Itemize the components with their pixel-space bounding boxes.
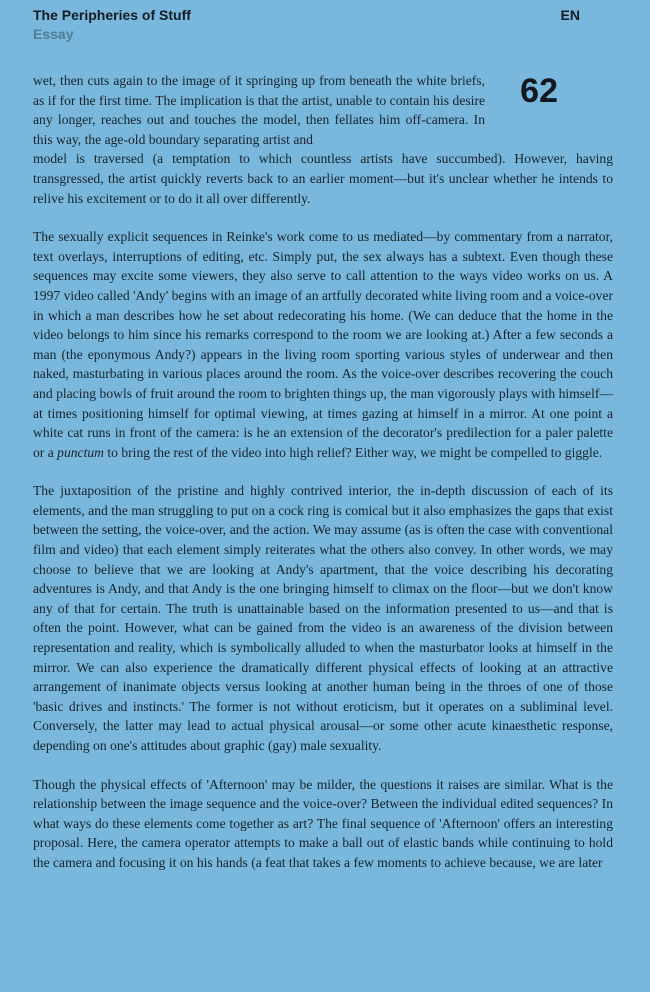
language-label: EN — [560, 7, 580, 23]
article-body — [33, 71, 613, 892]
page-number: 62 — [520, 72, 558, 110]
header-section: Essay — [33, 26, 74, 42]
paragraph-1-continued: model is traversed (a temptation to which countless artists have succumbed). However, having transgressed, the artist quickly reverts back to an earlier moment—but it's unclear whether he intends to relive his excitement or to do it all over differently. — [33, 151, 613, 206]
paragraph-1: wet, then cuts again to the image of it springing up from beneath the white briefs, as if for the first time. The implication is that the artist, unable to contain his desire any longer, reaches out and touches the model, then fellates him off-camera. In this way, the age-old boundary separating artist and — [33, 73, 485, 147]
paragraph-4: Though the physical effects of 'Afternoon' may be milder, the questions it raises are similar. What is the relationship between the image sequence and the voice-over? Between the individual edited sequences? In what ways do these elements come together as art? The final sequence of 'Afternoon' offers an interesting proposal. Here, the camera operator attempts to make a ball out of elastic bands while continuing to hold the camera and focusing it on his hands (a feat that takes a few moments to achieve because, we are later — [33, 776, 613, 870]
paragraph-3: The juxtaposition of the pristine and highly contrived interior, the in-depth discussion of each of its elements, and the man struggling to put on a cock ring is comical but it also emphasizes the gaps that exist between the setting, the voice-over, and the action. We may assume (as is often the case with conventional film and video) that each element simply reiterates what the others also convey. In other words, we may choose to believe that we are looking at Andy's apartment, that the voice describing his decorating adventures is Andy, and that Andy is the one bringing himself to climax on the floor—but we don't know any of that for certain. The truth is unattainable based on the information presented to us—and that is often the point. However, what can be gained from the video is an awareness of the division between representation and reality, which is symbolically alluded to when the masturbator looks at himself in the mirror. We can also experience the dramatically different physical effects of looking at an attractive arrangement of inanimate objects versus looking at another human being in the throes of one of those 'basic drives and instincts.' The former is not without eroticism, but it operates on a subliminal level. Conversely, the latter may lead to actual physical arousal—or some other acute kinaesthetic response, depending on one's attitudes about graphic (gay) male sexuality. — [33, 483, 613, 753]
paragraph-2-tail: to bring the rest of the video into high relief? Either way, we might be compelled to giggle. — [103, 444, 603, 460]
emphasis-punctum: punctum — [57, 444, 104, 460]
paragraph-2-text: The sexually explicit sequences in Reinke's work come to us mediated—by commentary from a narrator, text overlays, interruptions of editing, etc. Simply put, the sex always has a subtext. Even though these sequences may excite some viewers, they also serve to call attention to the ways video works on us. A 1997 video called 'Andy' begins with an image of an artfully decorated white living room and a voice-over in which a man describes how he set about redecorating his home. (We can deduce that the home in the video belongs to him since his remarks correspond to the room we are looking at.) After a few seconds a man (the eponymous Andy?) appears in the living room sporting various styles of underwear and then naked, masturbating in various places around the room. As the voice-over describes recovering the couch and placing bowls of fruit around the room to brighten things up, the man vigorously plays with himself—at times positioning himself for optimal viewing, at times gazing at himself in a mirror. At one point a white cat runs in front of the camera: is he an extension of the decorator's predilection for a paler palette or a — [33, 229, 613, 460]
paragraph-2 — [33, 227, 613, 462]
header-title: The Peripheries of Stuff — [33, 7, 191, 23]
